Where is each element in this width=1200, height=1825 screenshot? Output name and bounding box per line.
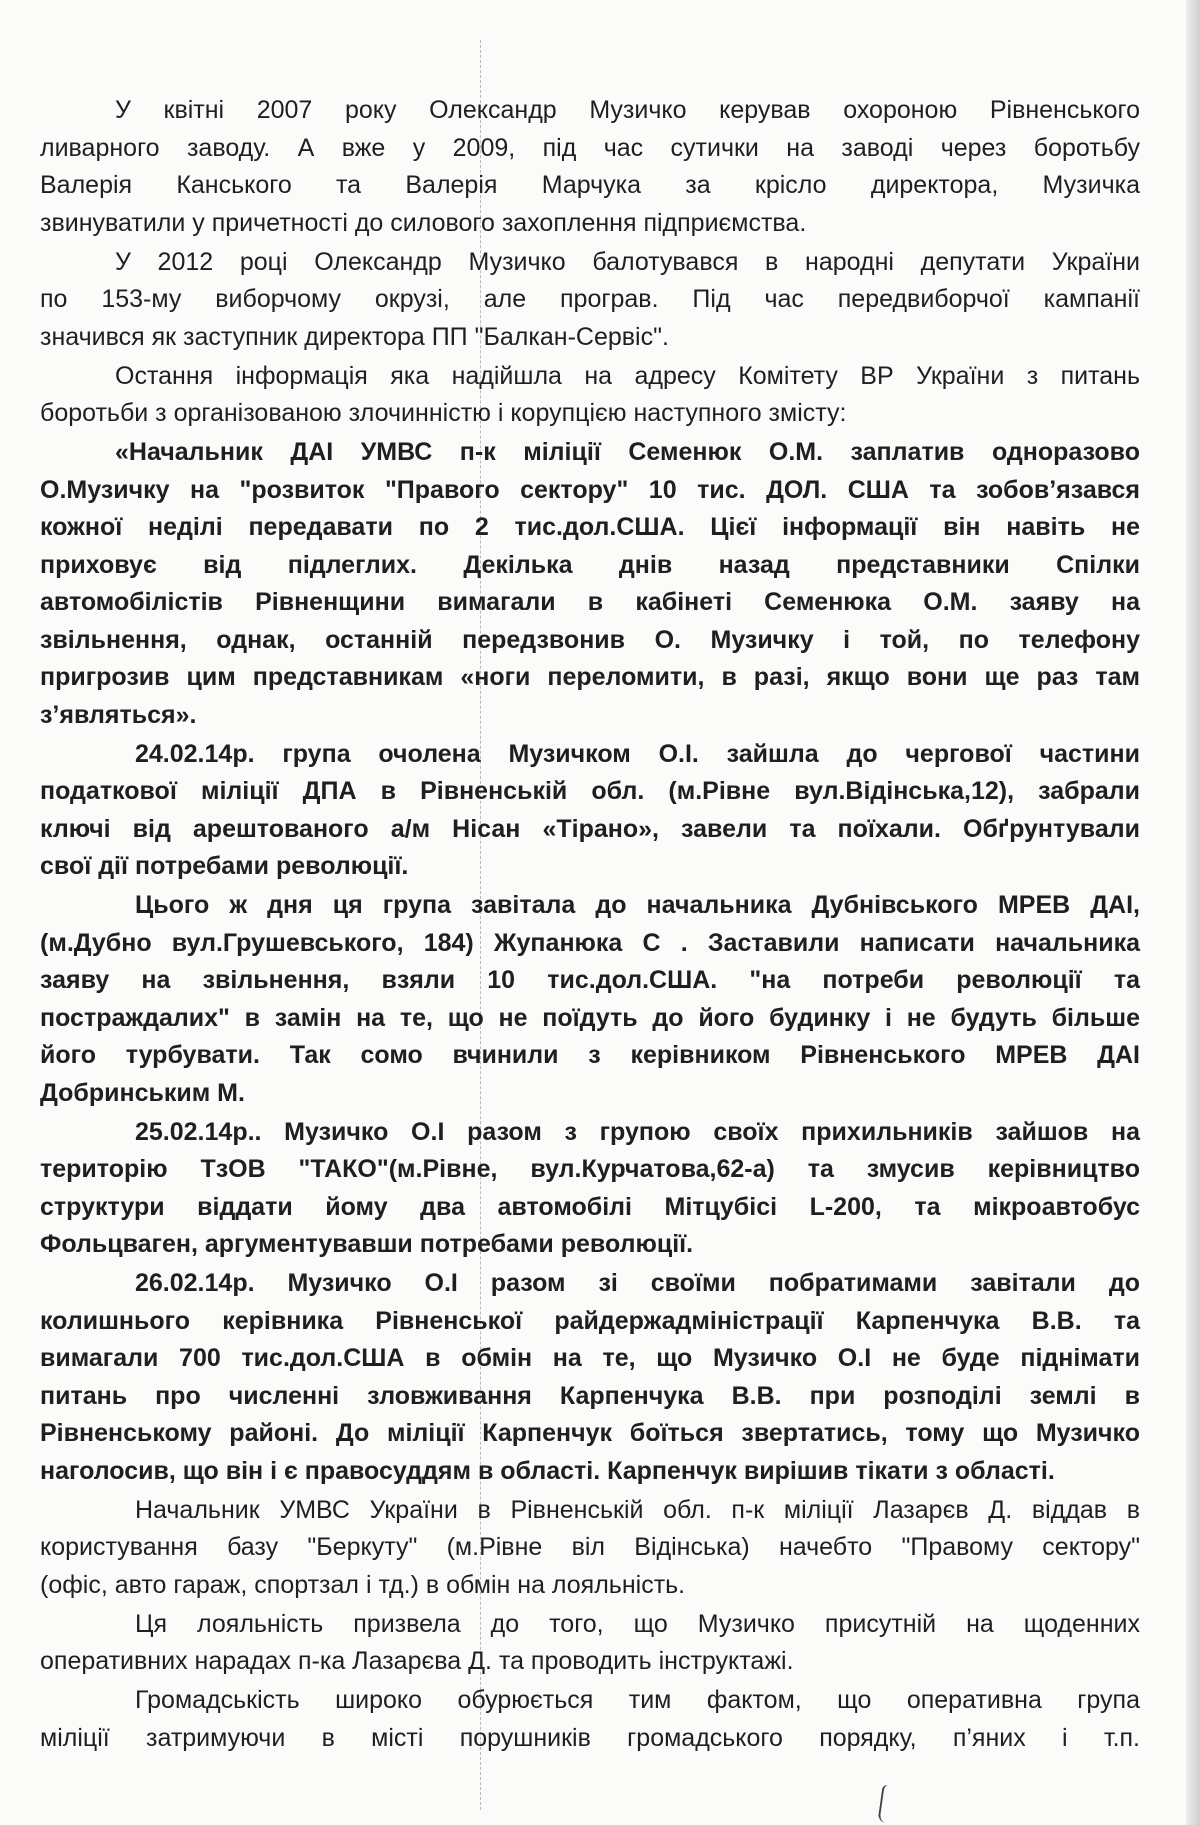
text-line: пригрозив цим представникам «ноги переломити, в разі, якщо вони ще раз там — [40, 663, 1140, 691]
paragraph-1 — [40, 92, 1140, 242]
text-line: Цього ж дня ця група завітала до начальника Дубнівського МРЕВ ДАІ, — [135, 891, 1140, 919]
text-line: Валерія Канського та Валерія Марчука за крісло директора, Музичка — [40, 171, 1140, 199]
text-line: У квітні 2007 року Олександр Музичко керував охороною Рівненського — [115, 96, 1140, 124]
text-line: вимагали 700 тис.дол.США в обмін на те, що Музичко О.І не буде піднімати — [40, 1344, 1140, 1372]
text-line: приховує від підлеглих. Декілька днів назад представники Спілки — [40, 550, 1140, 579]
text-line: користування базу "Беркуту" (м.Рівне віл Відінська) начебто "Правому сектору" — [40, 1533, 1140, 1561]
text-line: автомобілістів Рівненщини вимагали в кабінеті Семенюка О.М. заяву на — [40, 588, 1140, 616]
text-line: звільнення, однак, останній передзвонив О. Музичку і той, по телефону — [40, 625, 1140, 654]
paragraph-public — [40, 1682, 1140, 1757]
text-line: Добринським М. — [40, 1078, 245, 1107]
text-line: його турбувати. Так сомо вчинили з керівником Рівненського МРЕВ ДАІ — [40, 1041, 1140, 1069]
text-line: (офіс, авто гараж, спортзал і тд.) в обмін на лояльність. — [40, 1570, 686, 1599]
text-line: з’являться». — [40, 700, 197, 729]
paragraph-dubno — [40, 887, 1140, 1112]
text-line: О.Музичку на "розвиток "Правого сектору" 10 тис. ДОЛ. США та зобов’язався — [40, 475, 1140, 504]
text-line: 24.02.14р. група очолена Музичком О.І. зайшла до чергової частини — [135, 739, 1140, 768]
text-line: територію ТзОВ "ТАКО"(м.Рівне, вул.Курчатова,62-а) та змусив керівництво — [40, 1155, 1140, 1183]
paragraph-quote — [40, 434, 1140, 734]
text-line: оперативних нарадах п-ка Лазарєва Д. та проводить інструктажі. — [40, 1647, 794, 1675]
text-line: (м.Дубно вул.Грушевського, 184) Жупанюка С . Заставили написати начальника — [40, 928, 1140, 957]
text-line: ливарного заводу. А вже у 2009, під час сутички на заводі через боротьбу — [40, 133, 1140, 162]
paragraph-2 — [40, 244, 1140, 357]
text-line: Рівненському районі. До міліції Карпенчук боїться звертатись, тому що Музичко — [40, 1419, 1140, 1447]
page-edge-shadow — [1186, 0, 1200, 1825]
text-line: постраждалих" в замін на те, що не поїдуть до його будинку і не будуть більше — [40, 1003, 1140, 1032]
text-line: Остання інформація яка надійшла на адресу Комітету ВР України з питань — [115, 361, 1140, 390]
paragraph-2402 — [40, 736, 1140, 886]
text-line: кожної неділі передавати по 2 тис.дол.США. Цієї інформації він навіть не — [40, 513, 1140, 541]
text-line: заяву на звільнення, взяли 10 тис.дол.США. "на потреби революції та — [40, 966, 1140, 994]
paragraph-3 — [40, 358, 1140, 433]
text-line: міліції затримуючи в місті порушників громадського порядку, п’яних і т.п. — [40, 1723, 1140, 1752]
paragraph-2502 — [40, 1114, 1140, 1264]
paragraph-loyalty — [40, 1606, 1140, 1681]
text-line: колишнього керівника Рівненської райдержадміністрації Карпенчука В.В. та — [40, 1306, 1140, 1335]
paragraph-2602 — [40, 1265, 1140, 1490]
text-line: Фольцваген, аргументувавши потребами революції. — [40, 1230, 694, 1258]
text-line: Громадськість широко обурюється тим фактом, що оперативна група — [135, 1686, 1140, 1714]
text-line: по 153-му виборчому окрузі, але програв. Під час передвиборчої кампанії — [40, 285, 1140, 313]
text-line: «Начальник ДАІ УМВС п-к міліції Семенюк О.М. заплатив одноразово — [115, 438, 1140, 466]
text-line: наголосив, що він і є правосуддям в області. Карпенчук вирішив тікати з області. — [40, 1456, 1055, 1485]
text-line: ключі від арештованого а/м Нісан «Тірано», завели та поїхали. Обґрунтували — [40, 814, 1140, 843]
paragraph-berkut — [40, 1492, 1140, 1605]
text-line: Ця лояльність призвела до того, що Музичко присутній на щоденних — [135, 1609, 1140, 1638]
text-line: Начальник УМВС України в Рівненській обл. п-к міліції Лазарєв Д. віддав в — [135, 1495, 1140, 1524]
text-line: питань про численні зловживання Карпенчука В.В. при розподілі землі в — [40, 1381, 1140, 1410]
text-line: 26.02.14р. Музичко О.І разом зі своїми побратимами завітали до — [135, 1269, 1140, 1297]
text-line: значився як заступник директора ПП "Балкан-Сервіс". — [40, 322, 669, 351]
text-line: боротьби з організованою злочинністю і корупцією наступного змісту: — [40, 399, 847, 427]
text-line: структури віддати йому два автомобілі Мітцубісі L-200, та мікроавтобус — [40, 1192, 1140, 1221]
document-body — [40, 92, 1140, 1759]
text-line: податкової міліції ДПА в Рівненській обл. (м.Рівне вул.Відінська,12), забрали — [40, 777, 1140, 805]
text-line: звинуватили у причетності до силового захоплення підприємства. — [40, 208, 807, 237]
text-line: У 2012 році Олександр Музичко балотувався в народні депутати України — [115, 247, 1140, 276]
text-line: 25.02.14р.. Музичко О.І разом з групою своїх прихильників зайшов на — [135, 1117, 1140, 1146]
text-line: свої дії потребами революції. — [40, 852, 409, 880]
pen-mark — [877, 1784, 898, 1824]
